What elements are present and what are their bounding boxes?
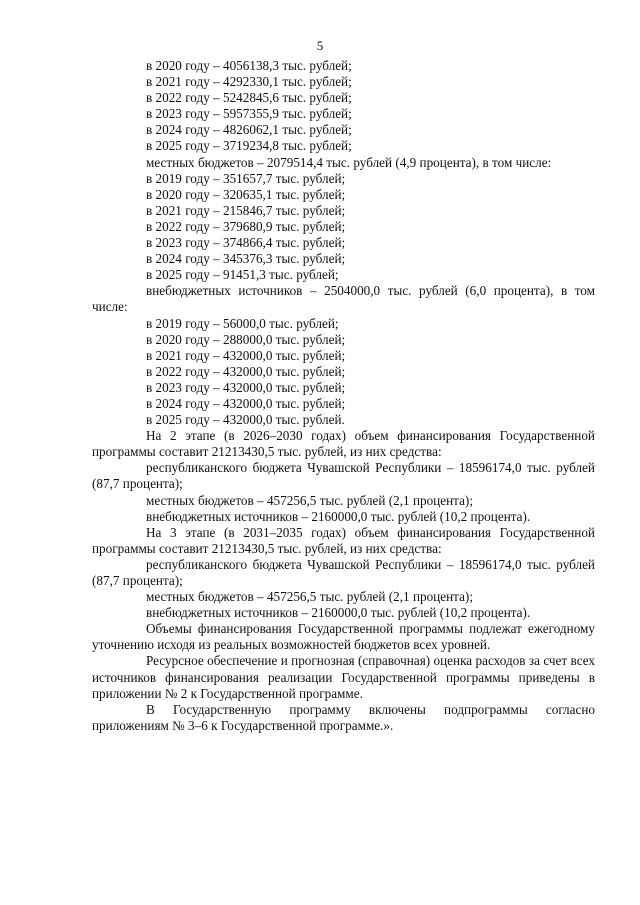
text-line: в 2019 году – 351657,7 тыс. рублей; bbox=[146, 170, 346, 186]
text-line: внебюджетных источников – 2160000,0 тыс. рублей (10,2 процента). bbox=[146, 605, 531, 621]
paragraph-closing-1: Объемы финансирования Государственной программы подлежат ежегодному уточнению исходя из реальных возможностей бюджетов всех уровней. bbox=[92, 621, 595, 653]
text-line: в 2022 году – 379680,9 тыс. рублей; bbox=[146, 218, 346, 234]
paragraph-closing-3: В Государственную программу включены подпрограммы согласно приложениям № 3–6 к Государственной программе.». bbox=[92, 701, 595, 733]
text-line: в 2020 году – 4056138,3 тыс. рублей; bbox=[146, 58, 352, 73]
paragraph-stage3-republic: республиканского бюджета Чувашской Республики – 18596174,0 тыс. рублей (87,7 процента); bbox=[92, 556, 595, 588]
text-line: в 2024 году – 4826062,1 тыс. рублей; bbox=[146, 122, 352, 138]
text-line: в 2025 году – 432000,0 тыс. рублей. bbox=[146, 412, 345, 428]
paragraph-stage3-intro: На 3 этапе (в 2031–2035 годах) объем финансирования Государственной программы составит 21213430,5 тыс. рублей, из них средства: bbox=[92, 524, 595, 556]
text-line: в 2021 году – 4292330,1 тыс. рублей; bbox=[146, 74, 352, 90]
page-number: 5 bbox=[316, 38, 324, 53]
text-line: в 2021 году – 432000,0 тыс. рублей; bbox=[146, 347, 346, 363]
text-line: в 2023 году – 5957355,9 тыс. рублей; bbox=[146, 106, 352, 122]
text-line: местных бюджетов – 457256,5 тыс. рублей (2,1 процента); bbox=[146, 492, 473, 508]
text-line: в 2024 году – 345376,3 тыс. рублей; bbox=[146, 251, 346, 267]
text-line: в 2022 году – 432000,0 тыс. рублей; bbox=[146, 363, 346, 379]
text-line: местных бюджетов – 2079514,4 тыс. рублей (4,9 процента), в том числе: bbox=[146, 154, 552, 170]
text-line: внебюджетных источников – 2160000,0 тыс. рублей (10,2 процента). bbox=[146, 508, 531, 524]
text-line: в 2020 году – 320635,1 тыс. рублей; bbox=[146, 186, 346, 202]
text-line: местных бюджетов – 457256,5 тыс. рублей (2,1 процента); bbox=[146, 589, 473, 605]
paragraph-extra-sources: внебюджетных источников – 2504000,0 тыс. рублей (6,0 процента), в том числе: bbox=[92, 283, 595, 315]
text-line: в 2021 году – 215846,7 тыс. рублей; bbox=[146, 202, 346, 218]
text-line: в 2022 году – 5242845,6 тыс. рублей; bbox=[146, 90, 352, 106]
document-body bbox=[92, 58, 595, 734]
paragraph-stage2-intro: На 2 этапе (в 2026–2030 годах) объем финансирования Государственной программы составит 21213430,5 тыс. рублей, из них средства: bbox=[92, 428, 595, 460]
text-line: в 2024 году – 432000,0 тыс. рублей; bbox=[146, 395, 346, 411]
text-line: в 2023 году – 432000,0 тыс. рублей; bbox=[146, 379, 346, 395]
paragraph-stage2-republic: республиканского бюджета Чувашской Республики – 18596174,0 тыс. рублей (87,7 процента); bbox=[92, 460, 595, 492]
text-line: в 2019 году – 56000,0 тыс. рублей; bbox=[146, 315, 339, 331]
text-line: в 2023 году – 374866,4 тыс. рублей; bbox=[146, 235, 346, 251]
paragraph-closing-2: Ресурсное обеспечение и прогнозная (справочная) оценка расходов за счет всех источников финансирования реализации Государственной программы приведены в приложении № 2 к Государственной программе. bbox=[92, 653, 595, 701]
text-line: в 2020 году – 288000,0 тыс. рублей; bbox=[146, 331, 346, 347]
text-line: в 2025 году – 3719234,8 тыс. рублей; bbox=[146, 138, 352, 154]
text-line: в 2025 году – 91451,3 тыс. рублей; bbox=[146, 267, 339, 283]
